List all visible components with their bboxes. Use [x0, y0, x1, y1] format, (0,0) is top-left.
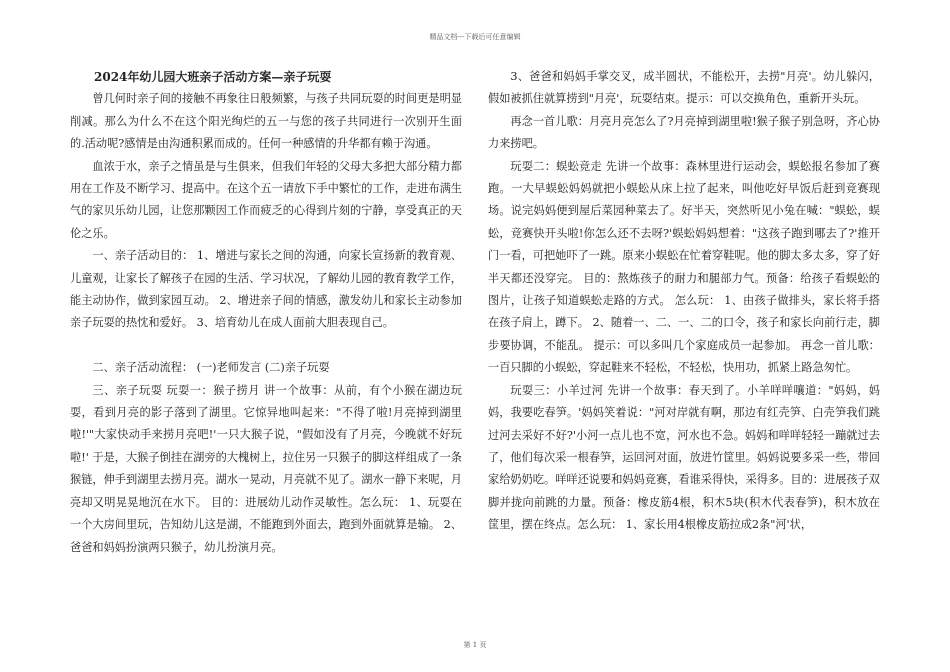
- left-column: [70, 66, 462, 559]
- paragraph-nursery-rhyme: 再念一首儿歌：月亮月亮怎么了?月亮掉到湖里啦!猴子猴子别急呀，齐心协力来捞吧。: [488, 114, 880, 151]
- paragraph-activity-goals: 一、亲子活动目的： 1、增进与家长之间的沟通，向家长宣扬新的教育观、儿童观，让家长了解孩子在园的生活、学习状况，了解幼儿园的教育教学工作，能主动协作，做到家园互动。 2、增进亲子间的情感，激发幼儿和家长主动参加亲子玩耍的热忱和爱好。 3、培育幼儿在成人面前大胆表现自己。: [70, 249, 462, 330]
- paragraph: 曾几何时亲子间的接触不再象往日般频繁，与孩子共同玩耍的时间更是明显削减。那么为什么不在这个阳光绚烂的五一与您的孩子共同进行一次别开生面的.活动呢?感情是由沟通积累而成的。任何一种感情的升华都有赖于沟通。: [70, 92, 462, 151]
- right-column: [488, 66, 880, 537]
- page-header: 精品文档---下载后可任意编辑: [429, 33, 521, 41]
- paragraph-game-three: 玩耍三：小羊过河 先讲一个故事：春天到了。小羊咩咩嚷道："妈妈，妈妈，我要吃春笋。'妈妈笑着说："河对岸就有啊，那边有红壳笋、白壳笋我们跳过河去采好不好?'小河一点儿也不宽，河水也不急。妈妈和咩咩轻轻一蹦就过去了，他们每次采一根春笋，运回河对面，放进竹筐里。妈妈说要多采一些，带回家给奶奶吃。咩咩还说要和妈妈竞赛，看谁采得快，采得多。目的：进展孩子双脚并拢向前跳的力量。预备：橡皮筋4根，积木5块(积木代表春笋)，积木放在筐里，摆在终点。怎么玩： 1、家长用4根橡皮筋拉成2条"河'状，: [488, 383, 880, 532]
- paragraph: 血浓于水，亲子之情虽是与生俱来，但我们年轻的父母大多把大部分精力都用在工作及不断学习、提高中。在这个五一请放下手中繁忙的工作，走进布满生气的家贝乐幼儿园，让您那颗因工作而疲乏的心得到片刻的宁静，享受真正的天伦之乐。: [70, 159, 462, 240]
- page-number: 第 1 页: [463, 641, 487, 649]
- paragraph-game-one: 三、亲子玩耍 玩耍一：猴子捞月 讲一个故事：从前，有个小猴在湖边玩耍，看到月亮的影子落到了湖里。它惊异地叫起来："不得了啦!月亮掉到湖里啦!'"大家快动手来捞月亮吧!'一只大猴子说，"假如没有了月亮，今晚就不好玩啦!' 于是，大猴子倒挂在湖旁的大槐树上，拉住另一只猴子的脚这样组成了一条猴链，伸手到湖里去捞月亮。湖水一晃动，月亮就不见了。湖水一静下来呢，月亮却又明晃晃地沉在水下。 目的：进展幼儿动作灵敏性。怎么玩： 1、玩耍在一个大房间里玩，告知幼儿这是湖，不能跑到外面去，跑到外面就算是输。 2、爸爸和妈妈扮演两只猴子，幼儿扮演月亮。: [70, 383, 462, 554]
- paragraph: 3、爸爸和妈妈手掌交叉，成半圆状，不能松开，去捞"月亮'。幼儿躲闪，假如被抓住就算捞到"月亮'，玩耍结束。提示：可以交换角色，重新开头玩。: [488, 70, 880, 106]
- document-title: 2024年幼儿园大班亲子活动方案—亲子玩耍: [94, 70, 332, 84]
- paragraph-game-two: 玩耍二：蜈蚣竞走 先讲一个故事：森林里进行运动会，蜈蚣报名参加了赛跑。一大早蜈蚣妈妈就把小蜈蚣从床上拉了起来，叫他吃好早饭后赶到竞赛现场。说完妈妈便到屋后菜园种菜去了。好半天，突然听见小兔在喊："蜈蚣，蜈蚣，竞赛快开头啦!你怎么还不去呀?'蜈蚣妈妈想着："这孩子跑到哪去了?'推开门一看，可把她吓了一跳。原来小蜈蚣在忙着穿鞋呢。他的脚太多太多，穿了好半天都还没穿完。 目的：熬炼孩子的耐力和腿部力气。预备：给孩子看蜈蚣的图片，让孩子知道蜈蚣走路的方式。 怎么玩： 1、由孩子做排头，家长将手搭在孩子肩上，蹲下。 2、随着一、二、一、二的口令，孩子和家长向前行走，脚步要协调，不能乱。 提示：可以多叫几个家庭成员一起参加。 再念一首儿歌：一百只脚的小蜈蚣，穿起鞋来不轻松，不轻松，快用功，抓紧上路急匆忙。: [488, 159, 880, 375]
- paragraph-activity-flow: 二、亲子活动流程： (一)老师发言 (二)亲子玩耍: [92, 361, 330, 375]
